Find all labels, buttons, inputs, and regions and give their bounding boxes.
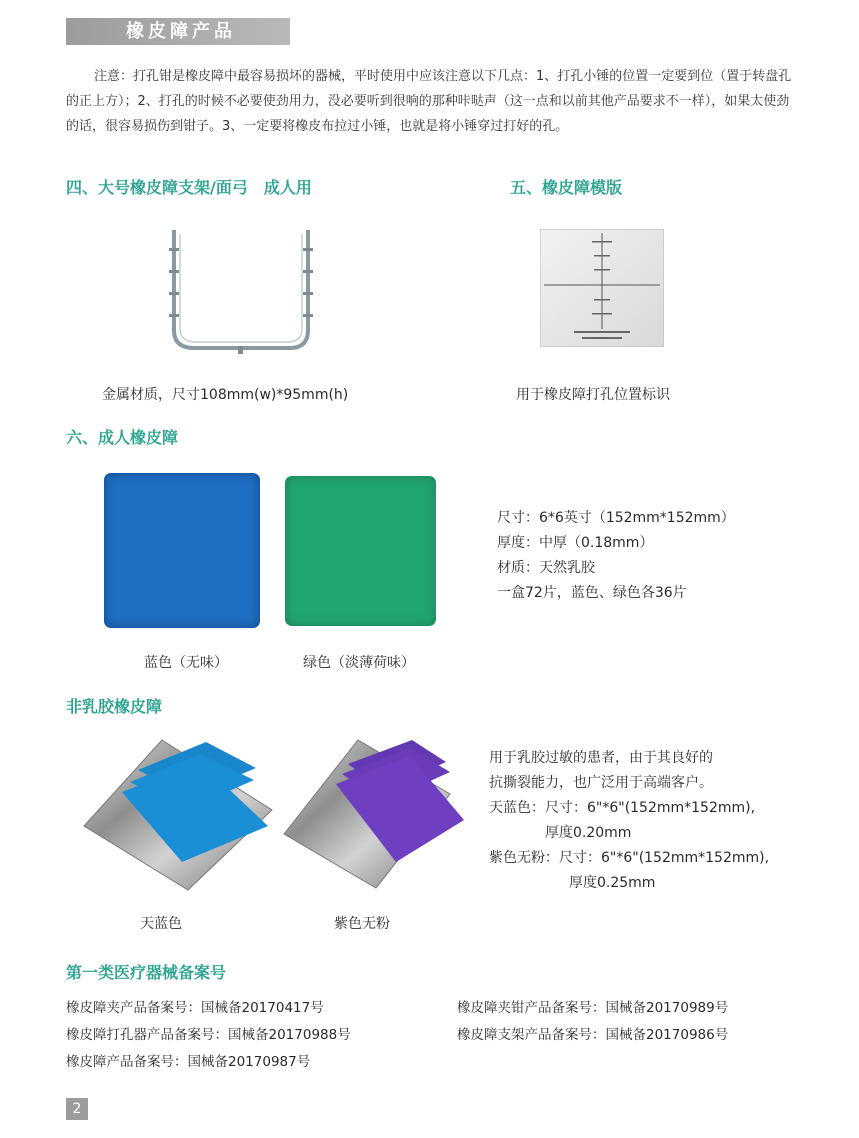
nonlatex-desc-line: 抗撕裂能力，也广泛用于高端客户。 <box>489 775 713 791</box>
page-header <box>66 18 290 45</box>
nonlatex-desc-line: 用于乳胶过敏的患者，由于其良好的 <box>489 750 713 766</box>
blue-dam-label: 蓝色（无味） <box>144 655 228 671</box>
nonlatex-sky-spec: 天蓝色：尺寸：6"*6"(152mm*152mm), <box>489 800 756 816</box>
section6-specs <box>497 506 735 606</box>
registration-dam: 橡皮障产品备案号：国械备20170987号 <box>66 1054 311 1070</box>
purple-dam-package-image <box>280 730 470 894</box>
sky-blue-dam-label: 天蓝色 <box>140 916 182 932</box>
spec-thickness: 厚度：中厚（0.18mm） <box>497 535 654 551</box>
section5-title: 五、橡皮障模版 <box>510 178 623 197</box>
section4-title: 四、大号橡皮障支架/面弓 成人用 <box>66 178 312 197</box>
spec-quantity: 一盒72片，蓝色、绿色各36片 <box>497 585 687 601</box>
section4-caption: 金属材质，尺寸108mm(w)*95mm(h) <box>102 387 349 403</box>
purple-dam-label: 紫色无粉 <box>334 916 390 932</box>
notice-paragraph: 注意：打孔钳是橡皮障中最容易损坏的器械，平时使用中应该注意以下几点：1、打孔小锤的位置一定要到位（置于转盘孔的正上方）；2、打孔的时候不必要使劲用力，没必要听到很响的那种咔哒声（这一点和以前其他产品要求不一样），如果太使劲的话，很容易损伤到钳子。3、一定要将橡皮布拉过小锤，也就是将小锤穿过打好的孔。 <box>66 69 792 134</box>
green-dam-swatch <box>285 476 436 626</box>
page-number: 2 <box>66 1098 88 1120</box>
spec-size: 尺寸：6*6英寸（152mm*152mm） <box>497 510 735 526</box>
nonlatex-purple-spec: 紫色无粉：尺寸：6"*6"(152mm*152mm), <box>489 850 770 866</box>
registration-forceps: 橡皮障夹钳产品备案号：国械备20170989号 <box>457 1000 729 1016</box>
sky-blue-dam-package-image <box>78 730 278 894</box>
rubber-dam-frame-image <box>160 222 320 362</box>
nonlatex-purple-thickness: 厚度0.25mm <box>569 875 656 891</box>
registration-frame: 橡皮障支架产品备案号：国械备20170986号 <box>457 1027 729 1043</box>
blue-dam-swatch <box>104 473 260 628</box>
page-header-title: 橡皮障产品 <box>126 21 236 42</box>
section6-title: 六、成人橡皮障 <box>66 428 179 447</box>
section5-caption: 用于橡皮障打孔位置标识 <box>516 387 670 403</box>
registration-punch: 橡皮障打孔器产品备案号：国械备20170988号 <box>66 1027 351 1043</box>
green-dam-label: 绿色（淡薄荷味） <box>303 655 415 671</box>
registration-clamp: 橡皮障夹产品备案号：国械备20170417号 <box>66 1000 324 1016</box>
nonlatex-title: 非乳胶橡皮障 <box>66 697 163 716</box>
spec-material: 材质：天然乳胶 <box>497 560 595 576</box>
nonlatex-sky-thickness: 厚度0.20mm <box>545 825 632 841</box>
registration-title: 第一类医疗器械备案号 <box>66 963 227 982</box>
nonlatex-description <box>489 746 769 896</box>
rubber-dam-template-image <box>540 229 664 347</box>
